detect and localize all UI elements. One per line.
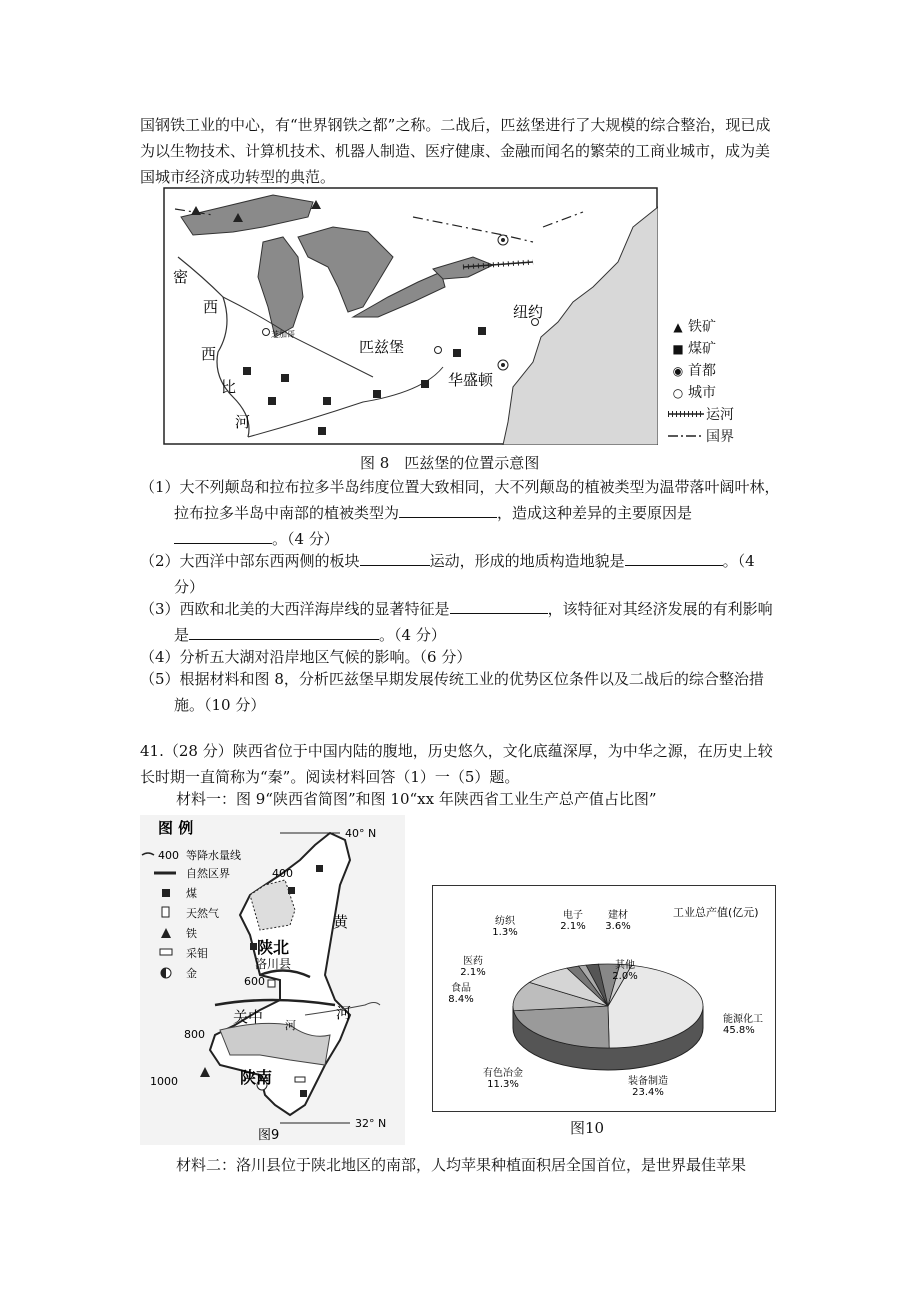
svg-text:河: 河 xyxy=(336,1004,352,1022)
capital-icon: ◉ xyxy=(672,364,684,378)
svg-text:金: 金 xyxy=(186,967,197,980)
svg-text:400: 400 xyxy=(158,849,179,862)
pie-label-0: 能源化工 xyxy=(723,1014,763,1025)
pie-value-3: 8.4% xyxy=(448,994,474,1005)
pie-label-5: 纺织 xyxy=(495,916,515,927)
pie-label-4: 医药 xyxy=(463,956,483,967)
svg-text:1000: 1000 xyxy=(150,1075,178,1088)
svg-text:32° N: 32° N xyxy=(355,1117,387,1130)
gas-icon xyxy=(162,907,169,917)
circle-icon: ○ xyxy=(672,386,684,400)
shaanxi-map xyxy=(140,815,405,1145)
molybdenum-icon xyxy=(160,949,172,955)
svg-text:采钼: 采钼 xyxy=(186,947,208,960)
fig10-caption: 图10 xyxy=(570,1119,605,1137)
triangle-icon: ▲ xyxy=(673,320,683,334)
svg-text:黄: 黄 xyxy=(333,913,349,931)
question-5: （5）根据材料和图 8，分析匹兹堡早期发展传统工业的优势区位条件以及二战后的综合整治措施。（10 分） xyxy=(140,670,764,714)
fig8-legend: ▲ 铁矿 ■ 煤矿 ◉ 首都 ○ 城市 运河 国界 xyxy=(668,316,768,448)
pie-label-8: 其他 xyxy=(615,960,635,971)
svg-text:河: 河 xyxy=(285,1019,296,1032)
pie-value-6: 2.1% xyxy=(560,921,586,932)
svg-text:图9: 图9 xyxy=(258,1128,280,1143)
pie-value-2: 11.3% xyxy=(487,1079,519,1090)
square-icon: ■ xyxy=(672,342,684,356)
label-pittsburgh: 匹兹堡 xyxy=(359,338,405,356)
svg-text:铁: 铁 xyxy=(186,927,197,940)
fig9-legend-title: 图 例 xyxy=(158,819,194,837)
svg-text:关中: 关中 xyxy=(233,1008,264,1026)
industry-pie-chart xyxy=(432,885,776,1112)
pie-value-5: 1.3% xyxy=(492,927,518,938)
material-2: 材料二：洛川县位于陕北地区的南部，人均苹果种植面积居全国首位，是世界最佳苹果 xyxy=(176,1156,747,1174)
label-washington: 华盛顿 xyxy=(448,371,494,389)
pie-label-2: 有色冶金 xyxy=(483,1068,523,1079)
svg-text:陕南: 陕南 xyxy=(240,1068,273,1087)
canal-icon xyxy=(668,404,688,426)
pie-label-6: 电子 xyxy=(563,910,583,921)
label-chicago: 芝加哥 xyxy=(271,330,295,339)
svg-text:400: 400 xyxy=(272,867,293,880)
intro-paragraph: 国钢铁工业的中心，有“世界钢铁之都”之称。二战后，匹兹堡进行了大规模的综合整治，现已成为以生物技术、计算机技术、机器人制造、医疗健康、金融而闻名的繁荣的工商业城市，成为美国城市经济成功转型的典范。 xyxy=(140,116,771,186)
label-newyork: 纽约 xyxy=(513,303,544,321)
pie-value-8: 2.0% xyxy=(612,971,638,982)
pie-value-4: 2.1% xyxy=(460,967,486,978)
question-4: （4）分析五大湖对沿岸地区气候的影响。（6 分） xyxy=(140,648,472,666)
pie-value-1: 23.4% xyxy=(632,1087,664,1098)
svg-text:陕北: 陕北 xyxy=(257,938,290,957)
pittsburgh-location-map xyxy=(163,187,658,445)
svg-text:等降水量线: 等降水量线 xyxy=(186,849,241,862)
svg-text:天然气: 天然气 xyxy=(186,907,219,920)
label-xi2: 西 xyxy=(201,345,217,363)
coal-icon xyxy=(162,889,170,897)
pie-value-0: 45.8% xyxy=(723,1025,755,1036)
border-icon xyxy=(668,426,688,448)
svg-text:600: 600 xyxy=(244,975,265,988)
pie-value-7: 3.6% xyxy=(605,921,631,932)
svg-text:煤: 煤 xyxy=(186,887,197,900)
svg-text:洛川县: 洛川县 xyxy=(255,957,292,971)
chart-title: 工业总产值(亿元) xyxy=(673,906,759,919)
svg-text:40° N: 40° N xyxy=(345,827,377,840)
question-2: （2）大西洋中部东西两侧的板块 运动，形成的地质构造地貌是 。（4 分） xyxy=(140,548,780,600)
pie-label-7: 建材 xyxy=(608,910,628,921)
label-mi: 密 xyxy=(173,268,189,286)
svg-text:800: 800 xyxy=(184,1028,205,1041)
question-3: （3）西欧和北美的大西洋海岸线的显著特征是 ，该特征对其经济发展的有利影响是 。（4 分） xyxy=(140,596,780,648)
material-1: 材料一：图 9“陕西省简图”和图 10“xx 年陕西省工业生产总产值占比图” xyxy=(176,790,657,808)
question-41-intro: 41.（28 分）陕西省位于中国内陆的腹地，历史悠久，文化底蕴深厚，为中华之源，在历史上较长时期一直简称为“秦”。阅读材料回答（1）一（5）题。 xyxy=(140,742,773,786)
label-he: 河 xyxy=(235,413,251,431)
label-bi: 比 xyxy=(221,378,237,396)
label-xi1: 西 xyxy=(203,298,219,316)
question-1: （1）大不列颠岛和拉布拉多半岛纬度位置大致相同，大不列颠岛的植被类型为温带落叶阔叶林，拉布拉多半岛中南部的植被类型为 ，造成这种差异的主要原因是。（4 分） xyxy=(140,478,780,548)
svg-text:自然区界: 自然区界 xyxy=(186,867,230,880)
pie-label-1: 装备制造 xyxy=(628,1076,668,1087)
fig8-caption: 图 8 匹兹堡的位置示意图 xyxy=(360,454,540,472)
pie-label-3: 食品 xyxy=(451,983,471,994)
